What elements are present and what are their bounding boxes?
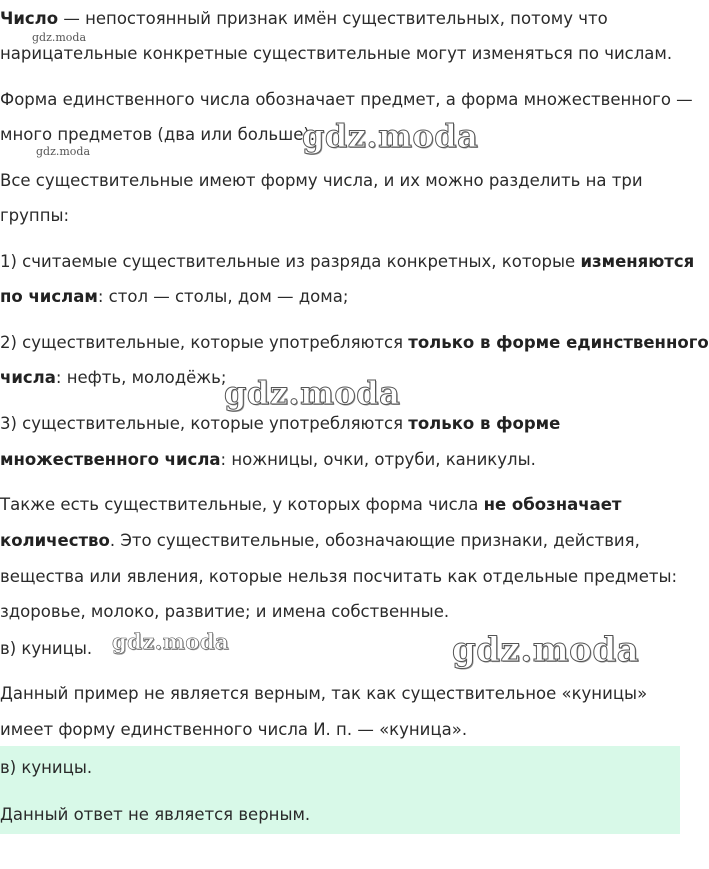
- text-span: . Это существительные, обозначающие признаки, действия,: [109, 531, 640, 550]
- paragraph-line: [0, 368, 226, 388]
- text-span: 2) существительные, которые употребляются: [0, 333, 409, 352]
- watermark: gdz.moda: [224, 374, 401, 412]
- bold-term: изменяются: [580, 252, 695, 271]
- paragraph-line: вещества или явления, которые нельзя посчитать как отдельные предметы:: [0, 567, 678, 586]
- bold-term: количество: [0, 531, 110, 550]
- paragraph-line: [0, 495, 621, 515]
- paragraph-line: [0, 287, 348, 307]
- bold-term: по числам: [0, 287, 98, 306]
- paragraph-line: [0, 9, 608, 29]
- paragraph-line: нарицательные конкретные существительные могут изменяться по числам.: [0, 44, 673, 63]
- text-span: — непостоянный признак имён существительных, потому что: [58, 9, 608, 28]
- paragraph-line: Данный пример не является верным, так как существительное «куницы»: [0, 684, 648, 703]
- paragraph-line: имеет форму единственного числа И. п. — «куница».: [0, 720, 468, 739]
- watermark: gdz.moda: [112, 629, 230, 654]
- bold-term: Число: [0, 9, 59, 28]
- paragraph-line: [0, 414, 560, 434]
- text-span: Также есть существительные, у которых форма числа: [0, 495, 484, 514]
- answer-option: в) куницы.: [0, 758, 93, 777]
- paragraph-line: здоровье, молоко, развитие; и имена собственные.: [0, 602, 450, 621]
- paragraph-line: много предметов (два или больше).: [0, 125, 316, 144]
- paragraph-line: [0, 252, 694, 272]
- watermark-small: gdz.moda: [32, 31, 87, 44]
- watermark-small: gdz.moda: [36, 145, 91, 158]
- paragraph-line: группы:: [0, 206, 70, 225]
- paragraph-line: [0, 531, 640, 551]
- text-span: 1) считаемые существительные из разряда конкретных, которые: [0, 252, 581, 271]
- text-span: : стол — столы, дом — дома;: [97, 287, 349, 306]
- paragraph-line: [0, 450, 536, 470]
- answer-verdict: Данный ответ не является верным.: [0, 805, 311, 824]
- paragraph-line: Все существительные имеют форму числа, и их можно разделить на три: [0, 171, 643, 190]
- text-span: : нефть, молодёжь;: [55, 368, 227, 387]
- paragraph-line: в) куницы.: [0, 639, 93, 658]
- bold-term: только в форме единственного: [408, 333, 709, 352]
- bold-term: числа: [0, 368, 56, 387]
- bold-term: только в форме: [408, 414, 561, 433]
- paragraph-line: [0, 333, 709, 353]
- text-span: : ножницы, очки, отруби, каникулы.: [220, 450, 536, 469]
- text-span: 3) существительные, которые употребляются: [0, 414, 409, 433]
- watermark: gdz.moda: [452, 630, 640, 670]
- paragraph-line: Форма единственного числа обозначает предмет, а форма множественного —: [0, 90, 693, 109]
- bold-term: не обозначает: [483, 495, 622, 514]
- watermark: gdz.moda: [302, 117, 479, 155]
- bold-term: множественного числа: [0, 450, 221, 469]
